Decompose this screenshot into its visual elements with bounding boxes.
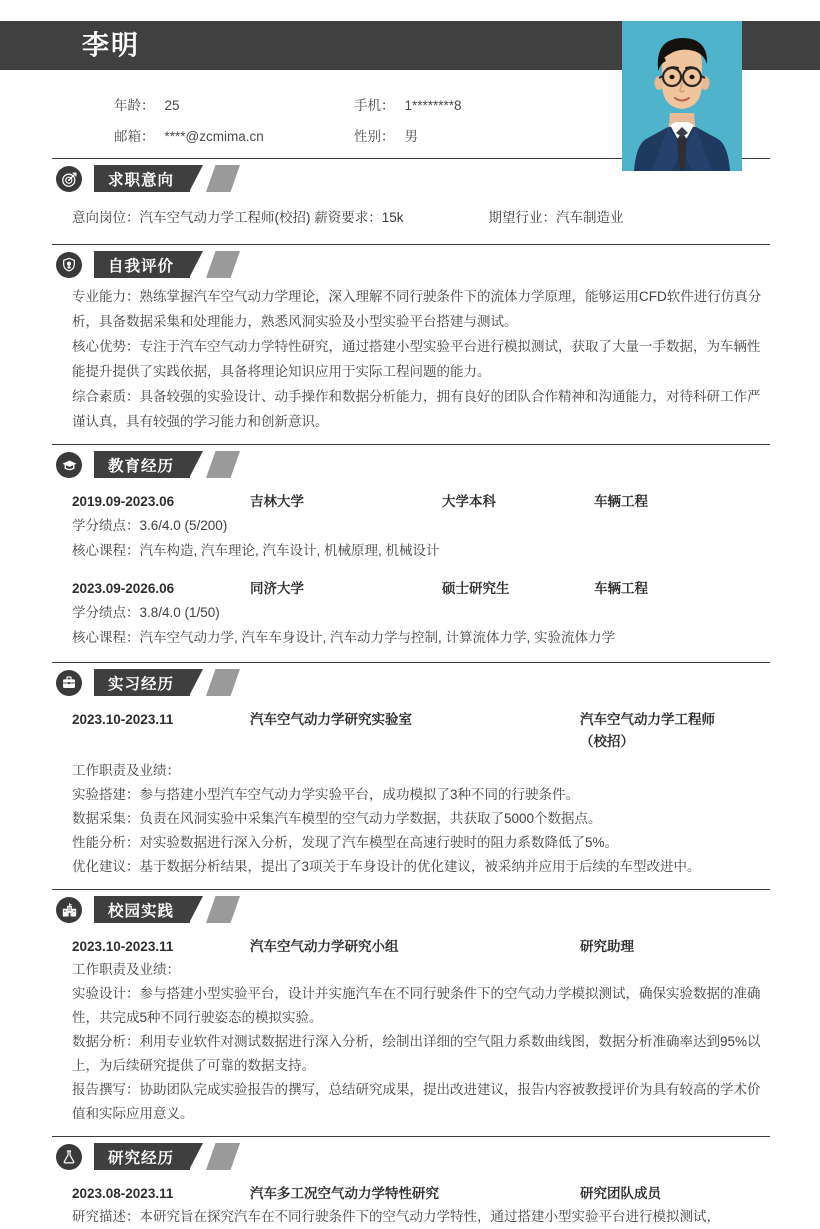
contact-email-label: 邮箱 — [114, 128, 141, 144]
campus-role: 研究助理 — [580, 939, 634, 954]
school-building-icon — [56, 897, 82, 923]
section-title: 求职意向 — [94, 165, 190, 192]
education-entry — [72, 571, 770, 652]
section-title-wrap — [94, 251, 240, 278]
section-title: 研究经历 — [94, 1143, 190, 1170]
section-body — [72, 925, 770, 1126]
contact-email: 邮箱 ： ****@zcmima.cn — [114, 125, 354, 145]
section-title: 自我评价 — [94, 251, 190, 278]
research-topic: 汽车多工况空气动力学特性研究 — [250, 1186, 439, 1201]
education-date: 2019.09-2023.06 — [72, 494, 175, 509]
intention-position-salary: 意向岗位：汽车空气动力学工程师(校招) 薪资要求：15k — [72, 210, 404, 225]
contact-age-value: 25 — [164, 97, 180, 113]
education-major: 车辆工程 — [594, 581, 648, 596]
campus-bullet: 数据分析：利用专业软件对测试数据进行深入分析，绘制出详细的空气阻力系数曲线图，数据分析准确率达到95%以上，为后续研究提供了可靠的数据支持。 — [72, 1034, 761, 1073]
education-courses: 核心课程：汽车空气动力学, 汽车车身设计, 汽车动力学与控制, 计算流体力学, 实验流体力学 — [72, 630, 616, 645]
campus-date: 2023.10-2023.11 — [72, 939, 174, 954]
section-body — [72, 280, 770, 434]
education-gpa: 学分绩点：3.6/4.0 (5/200) — [72, 518, 228, 533]
section-header — [52, 662, 770, 698]
contact-phone-label: 手机 — [354, 97, 381, 113]
intention-industry: 期望行业：汽车制造业 — [488, 210, 624, 225]
section-title-wrap — [94, 451, 240, 478]
contact-age: 年龄 ： 25 — [114, 94, 354, 114]
section-accent-shape — [206, 1143, 240, 1170]
internship-bullet: 优化建议：基于数据分析结果，提出了3项关于车身设计的优化建议，被采纳并应用于后续的车型改进中。 — [72, 859, 701, 874]
contact-phone: 手机 ： 1********8 — [354, 94, 462, 114]
target-icon — [56, 166, 82, 192]
education-school: 同济大学 — [250, 581, 304, 596]
section-title: 教育经历 — [94, 451, 190, 478]
contact-phone-value: 1********8 — [404, 97, 462, 113]
section-header — [52, 1136, 770, 1172]
contact-email-value: ****@zcmima.cn — [164, 128, 264, 144]
internship-entry-header — [72, 702, 770, 753]
education-date: 2023.09-2026.06 — [72, 581, 175, 596]
internship-intro: 工作职责及业绩： — [72, 763, 180, 778]
contact-gender-value: 男 — [404, 128, 418, 144]
self-eval-paragraph: 核心优势：专注于汽车空气动力学特性研究，通过搭建小型实验平台进行模拟测试，获取了大量一手数据，为车辆性能提升提供了实践依据，具备将理论知识应用于实际工程问题的能力。 — [72, 339, 761, 379]
internship-bullet: 性能分析：对实验数据进行深入分析，发现了汽车模型在高速行驶时的阻力系数降低了5%。 — [72, 835, 619, 850]
education-gpa: 学分绩点：3.8/4.0 (1/50) — [72, 605, 220, 620]
section-title-wrap — [94, 669, 240, 696]
internship-bullet: 实验搭建：参与搭建小型汽车空气动力学实验平台，成功模拟了3种不同的行驶条件。 — [72, 787, 580, 802]
section-education — [0, 444, 820, 652]
education-major: 车辆工程 — [594, 494, 648, 509]
section-title-wrap — [94, 165, 240, 192]
campus-entry-header — [72, 929, 770, 958]
campus-bullet: 报告撰写：协助团队完成实验报告的撰写，总结研究成果，提出改进建议，报告内容被教授评价为具有较高的学术价值和实际应用意义。 — [72, 1082, 761, 1121]
research-role: 研究团队成员 — [580, 1186, 661, 1201]
internship-bullet: 数据采集：负责在风洞实验中采集汽车模型的空气动力学数据，共获取了5000个数据点。 — [72, 811, 602, 826]
internship-org: 汽车空气动力学研究实验室 — [250, 712, 412, 727]
education-degree: 大学本科 — [442, 494, 496, 509]
education-courses: 核心课程：汽车构造, 汽车理论, 汽车设计, 机械原理, 机械设计 — [72, 543, 440, 558]
section-title-wrap — [94, 896, 240, 923]
research-entry-header — [72, 1176, 770, 1205]
research-description: 研究描述：本研究旨在探究汽车在不同行驶条件下的空气动力学特性，通过搭建小型实验平台进行模拟测试， — [72, 1209, 720, 1224]
self-eval-paragraph: 综合素质：具备较强的实验设计、动手操作和数据分析能力，拥有良好的团队合作精神和沟通能力，对待科研工作严谨认真，具有较强的学习能力和创新意识。 — [72, 389, 761, 429]
education-entry-header — [72, 571, 770, 600]
campus-intro: 工作职责及业绩： — [72, 962, 180, 977]
section-body — [72, 194, 770, 230]
section-title: 校园实践 — [94, 896, 190, 923]
contact-gender: 性别 ： 男 — [354, 125, 418, 145]
campus-org: 汽车空气动力学研究小组 — [250, 939, 399, 954]
section-body — [72, 1172, 770, 1229]
contact-gender-label: 性别 — [354, 128, 381, 144]
section-header — [52, 444, 770, 480]
briefcase-icon — [56, 670, 82, 696]
research-date: 2023.08-2023.11 — [72, 1186, 174, 1201]
graduation-cap-icon — [56, 452, 82, 478]
section-self-evaluation — [0, 244, 820, 434]
section-internship — [0, 662, 820, 879]
flask-icon — [56, 1144, 82, 1170]
section-accent-shape — [206, 451, 240, 478]
section-header — [52, 244, 770, 280]
section-campus-practice — [0, 889, 820, 1126]
badge-icon — [56, 252, 82, 278]
campus-bullet: 实验设计：参与搭建小型实验平台，设计并实施汽车在不同行驶条件下的空气动力学模拟测试，确保实验数据的准确性，共完成5种不同行驶姿态的模拟实验。 — [72, 986, 761, 1025]
section-body — [72, 698, 770, 879]
education-school: 吉林大学 — [250, 494, 304, 509]
internship-role: 汽车空气动力学工程师（校招） — [580, 712, 715, 749]
education-entry — [72, 484, 770, 565]
section-title: 实习经历 — [94, 669, 190, 696]
education-degree: 硕士研究生 — [442, 581, 510, 596]
section-body — [72, 480, 770, 652]
self-eval-paragraph: 专业能力：熟练掌握汽车空气动力学理论，深入理解不同行驶条件下的流体力学原理，能够运用CFD软件进行仿真分析，具备数据采集和处理能力，熟悉风洞实验及小型实验平台搭建与测试。 — [72, 289, 762, 329]
section-accent-shape — [206, 896, 240, 923]
section-accent-shape — [206, 251, 240, 278]
section-research — [0, 1136, 820, 1229]
education-entry-header — [72, 484, 770, 513]
section-accent-shape — [206, 165, 240, 192]
section-header — [52, 889, 770, 925]
candidate-photo — [622, 21, 742, 171]
internship-date: 2023.10-2023.11 — [72, 712, 174, 727]
intention-row — [72, 198, 770, 230]
candidate-name: 李明 — [82, 30, 140, 60]
contact-age-label: 年龄 — [114, 97, 141, 113]
section-accent-shape — [206, 669, 240, 696]
section-title-wrap — [94, 1143, 240, 1170]
